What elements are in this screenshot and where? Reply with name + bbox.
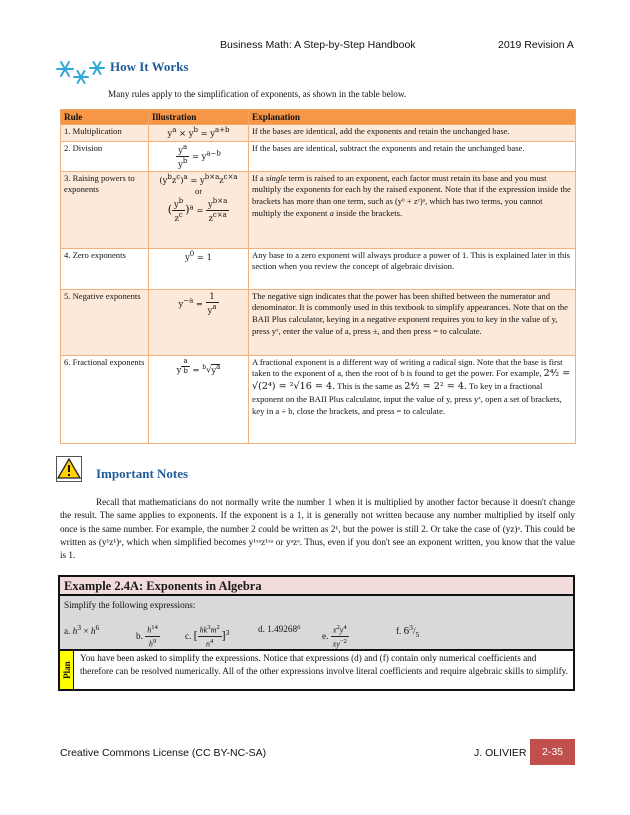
table-row — [61, 289, 576, 355]
notes-paragraph: Recall that mathematicians do not normally write the number 1 when it is multiplied by another factor because it doesn't change the result. The same applies to exponents. If the exponent is a 1, it is generally not written because any number multiplied by itself only once is the same number. For example, the number 2 could be written as 2¹, but the power is still 2. Or take the case of (yz)ᵃ. This could be written as (y¹z¹)ᵃ, which when simplified becomes y¹ˣᵃz¹ˣᵃ or yᵃzᵃ. Thus, even if you don't see an exponent written, you know that the value is 1. — [60, 497, 575, 561]
running-header-revision: 2019 Revision A — [498, 39, 574, 51]
footer-author: J. OLIVIER — [474, 747, 527, 759]
plan-row — [60, 651, 573, 689]
expression-a: a. $h^3 \times h^6$ — [64, 623, 100, 637]
rule-explanation: If the bases are identical, subtract the exponents and retain the unchanged base. — [249, 141, 576, 171]
rule-illustration: $y^{-a}$ = $\frac{1}{y^a}$ — [149, 289, 249, 355]
example-instructions: Simplify the following expressions: — [64, 600, 196, 610]
example-problem — [60, 596, 573, 651]
warning-icon — [56, 456, 82, 482]
table-row — [61, 141, 576, 171]
running-header-title: Business Math: A Step-by-Step Handbook — [220, 39, 416, 51]
table-header-cell: Illustration — [149, 110, 249, 125]
section-heading-how-it-works: How It Works — [110, 59, 189, 74]
rule-name: 3. Raising powers to exponents — [61, 171, 149, 248]
example-box — [58, 575, 575, 691]
rule-explanation: A fractional exponent is a different way of writing a radical sign. Note that the base is first taken to the exponent of a, then the root of b is found to get the power. For example, 2⁴⁄₂ = √(2⁴) = ²√16 = 4. This is the same as 2⁴⁄₂ = 2² = 4. To key in a fractional exponent on the BAII Plus calculator, input the value of y, press yˣ, open a set of brackets, key in a ÷ b, close the brackets, and press = to calculate. — [249, 355, 576, 443]
footer-license: Creative Commons License (CC BY-NC-SA) — [60, 747, 267, 759]
table-row — [61, 171, 576, 248]
table-row — [61, 355, 576, 443]
rule-illustration: $y^0 = 1$ — [149, 248, 249, 289]
expression-f: f. $6^3/_5$ — [396, 623, 420, 639]
rule-name: 6. Fractional exponents — [61, 355, 149, 443]
page-number-badge: 2-35 — [530, 739, 575, 765]
expression-c: c. [ $\frac{hk^3m^2}{n^4}$ ]$^3$ — [185, 624, 230, 650]
rule-name: 4. Zero exponents — [61, 248, 149, 289]
plan-text: You have been asked to simplify the expressions. Notice that expressions (d) and (f) contain only numerical coefficients and therefore can be resolved numerically. All of the other expressions involve literal coefficients and require algebraic skills to simplify. — [80, 653, 568, 676]
example-title: Example 2.4A: Exponents in Algebra — [60, 577, 573, 596]
rule-name: 5. Negative exponents — [61, 289, 149, 355]
rule-explanation: Any base to a zero exponent will always produce a power of 1. This is explained later in this section when you review the concept of algebraic division. — [249, 248, 576, 289]
rule-illustration: $\frac{y^a}{y^b}$ = $y^{a-b}$ — [149, 141, 249, 171]
exponent-rules-table — [60, 109, 576, 444]
plan-label: Plan — [60, 651, 74, 689]
table-row — [61, 125, 576, 141]
rule-explanation: If the bases are identical, add the exponents and retain the unchanged base. — [249, 125, 576, 141]
section-heading-important-notes: Important Notes — [96, 466, 189, 481]
rule-explanation: The negative sign indicates that the power has been shifted between the numerator and denominator. It is commonly used in this textbook to simplify appearances. Note that on the BAII Plus calculator, keying in a negative exponent requires you to key in the value of y, press yˣ, enter the value of a, press ±, and then press = to calculate. — [249, 289, 576, 355]
rule-illustration: y $^{\frac{a}{b}}$ = $^b√y^a$ — [149, 355, 249, 443]
rule-name: 2. Division — [61, 141, 149, 171]
table-header-row — [61, 110, 576, 125]
expression-b: b. $\frac{h^{14}}{h^9}$ — [136, 624, 158, 650]
rule-explanation: If a single term is raised to an exponent, each factor must retain its base and you must multiply the exponents for each by the raised exponent. Note that if the expression inside the brackets has more than one term, such as (yᵇ + zᶜ)ᵃ, which has two terms, you cannot multiply the exponent a inside the brackets. — [249, 171, 576, 248]
table-header-cell: Rule — [61, 110, 149, 125]
intro-text: Many rules apply to the simplification of exponents, as shown in the table below. — [108, 89, 407, 99]
rule-illustration: $y^a \times y^b = y^{a+b}$ — [149, 125, 249, 141]
expression-d: d. 1.49268⁰ — [258, 624, 301, 634]
table-header-cell: Explanation — [249, 110, 576, 125]
rule-illustration: $(y^bz^c)^a = y^{b\times a}z^{c\times a}$ or ( $\frac{y^b}{z^c}$ )$^a$ = $\frac{y^{b\times a}}{z^{c\times a}}$ — [149, 171, 249, 248]
snowflake-icon — [55, 57, 107, 87]
table-row — [61, 248, 576, 289]
rule-name: 1. Multiplication — [61, 125, 149, 141]
expression-e: e. $\frac{x^2y^4}{xy^{-2}}$ — [322, 624, 347, 650]
